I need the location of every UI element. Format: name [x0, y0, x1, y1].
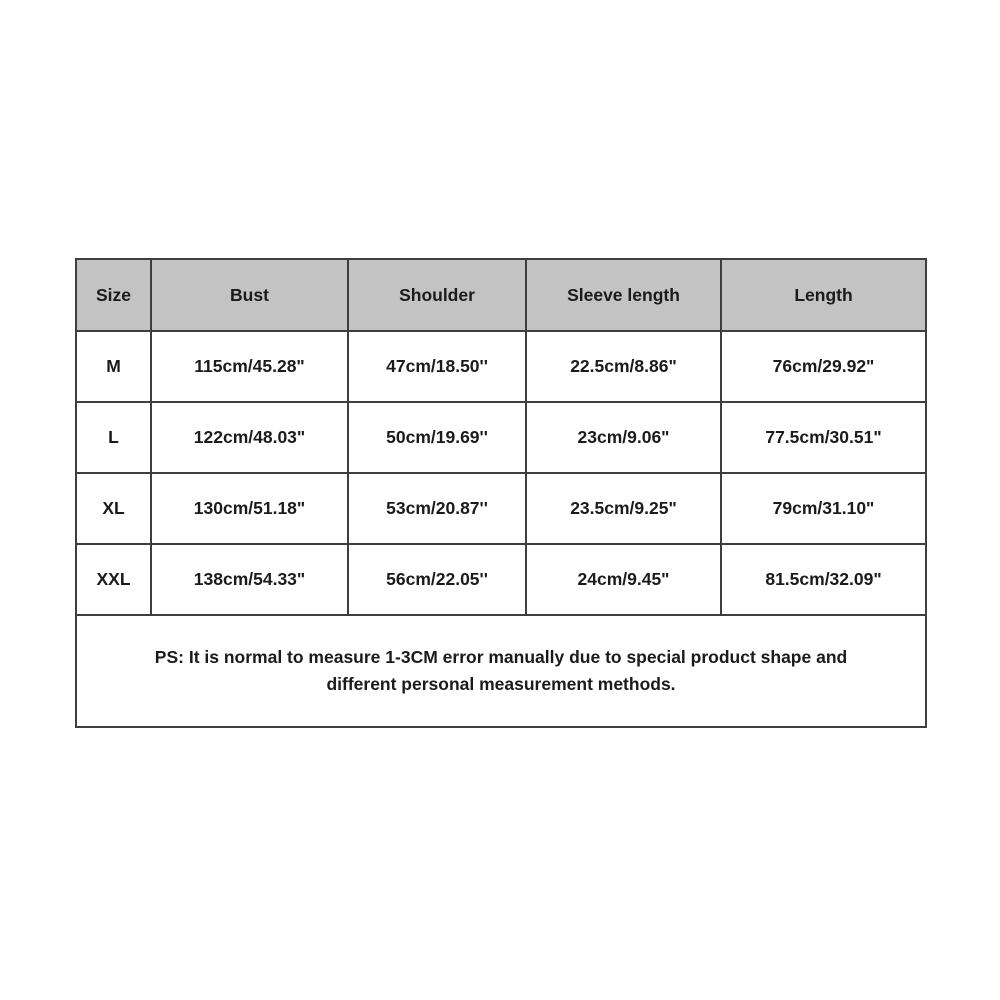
row-size-xxl [76, 544, 926, 615]
row-size-m [76, 331, 926, 402]
cell-xxl-bust: 138cm/54.33" [151, 544, 348, 615]
cell-m-bust: 115cm/45.28" [151, 331, 348, 402]
cell-m-shoulder: 47cm/18.50'' [348, 331, 526, 402]
column-header-bust: Bust [151, 259, 348, 331]
row-size-xl [76, 473, 926, 544]
cell-xl-length: 79cm/31.10" [721, 473, 926, 544]
column-header-shoulder: Shoulder [348, 259, 526, 331]
column-header-sleeve-length: Sleeve length [526, 259, 721, 331]
cell-xxl-sleeve: 24cm/9.45" [526, 544, 721, 615]
cell-m-sleeve: 22.5cm/8.86" [526, 331, 721, 402]
cell-xl-shoulder: 53cm/20.87'' [348, 473, 526, 544]
cell-l-size: L [76, 402, 151, 473]
column-header-size: Size [76, 259, 151, 331]
measurement-note: PS: It is normal to measure 1-3CM error manually due to special product shape and different personal measurement methods. [76, 615, 926, 727]
cell-xxl-shoulder: 56cm/22.05'' [348, 544, 526, 615]
cell-xl-size: XL [76, 473, 151, 544]
note-row [76, 615, 926, 727]
cell-l-bust: 122cm/48.03" [151, 402, 348, 473]
cell-m-length: 76cm/29.92" [721, 331, 926, 402]
column-header-length: Length [721, 259, 926, 331]
cell-xxl-size: XXL [76, 544, 151, 615]
size-chart-table [75, 258, 927, 728]
cell-xxl-length: 81.5cm/32.09" [721, 544, 926, 615]
cell-l-sleeve: 23cm/9.06" [526, 402, 721, 473]
cell-m-size: M [76, 331, 151, 402]
cell-xl-bust: 130cm/51.18" [151, 473, 348, 544]
header-row [76, 259, 926, 331]
cell-l-length: 77.5cm/30.51" [721, 402, 926, 473]
cell-l-shoulder: 50cm/19.69'' [348, 402, 526, 473]
cell-xl-sleeve: 23.5cm/9.25" [526, 473, 721, 544]
row-size-l [76, 402, 926, 473]
